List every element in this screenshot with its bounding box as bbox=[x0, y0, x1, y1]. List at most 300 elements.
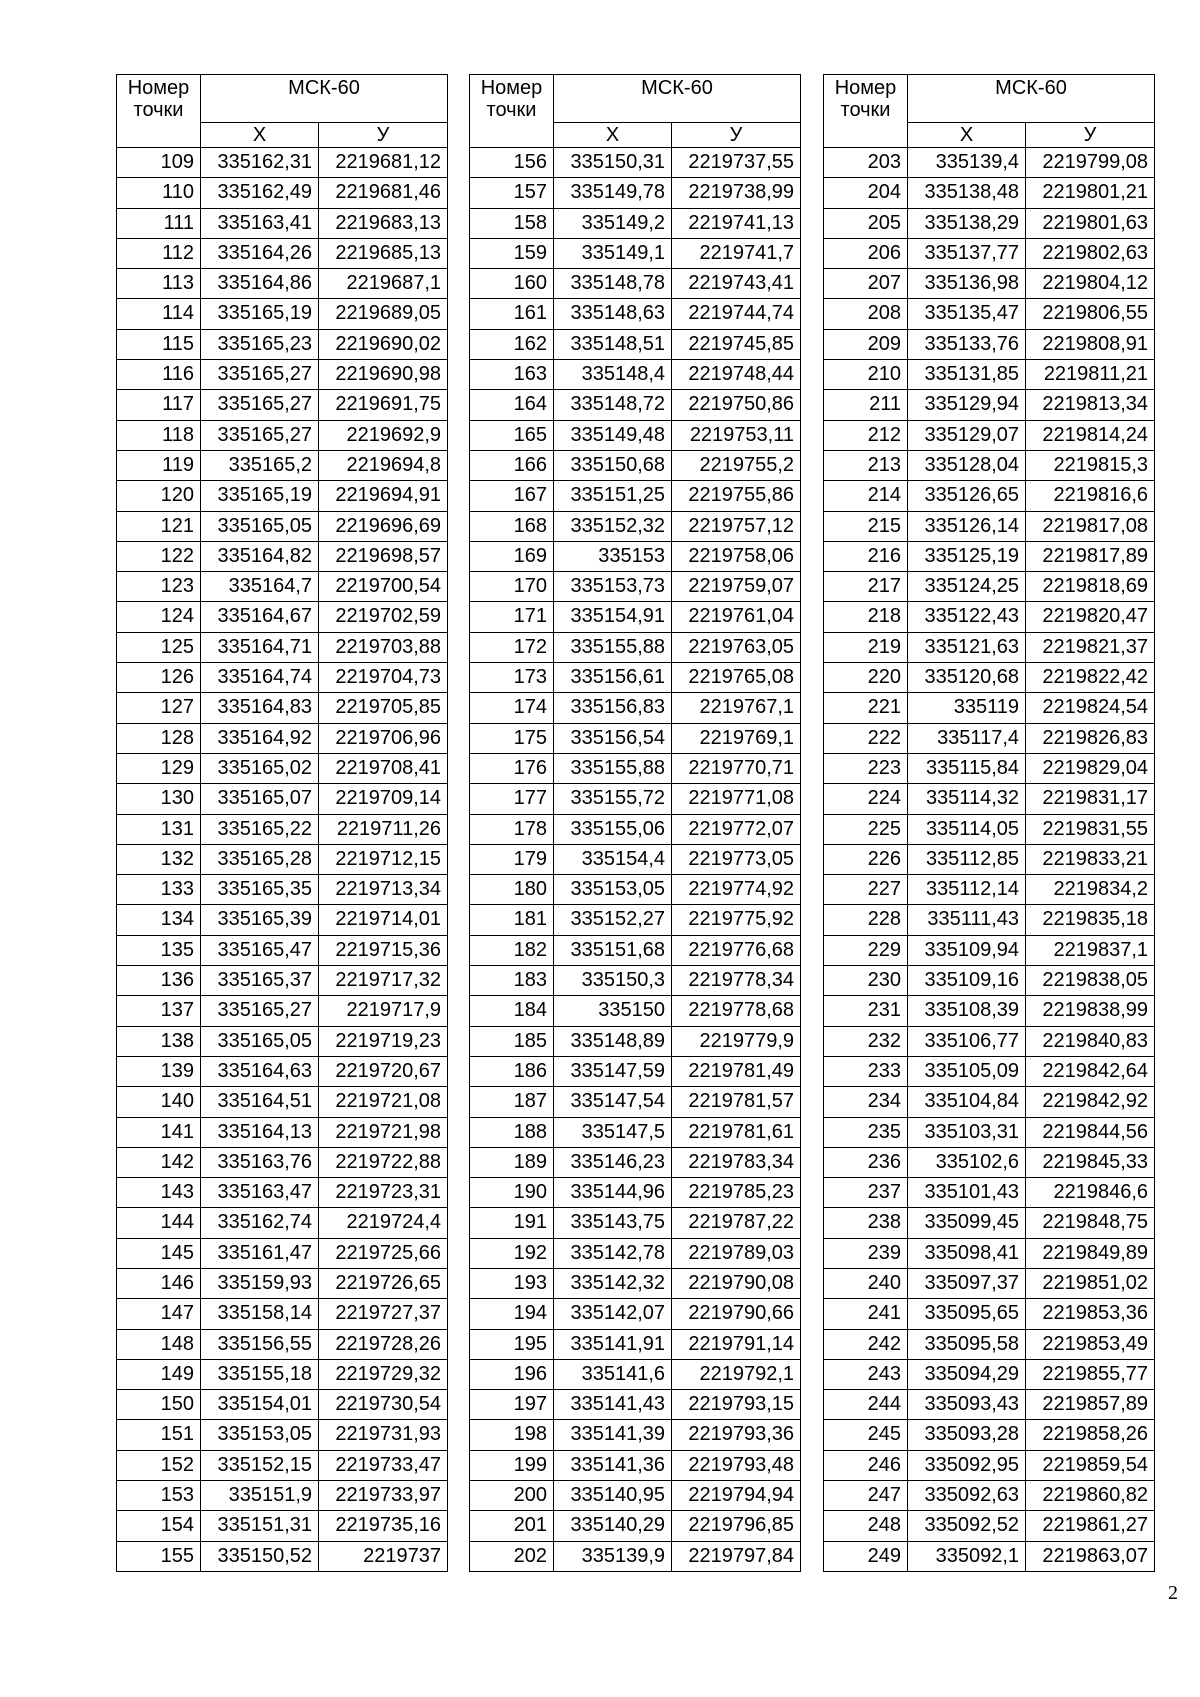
y-coordinate-cell: 2219725,66 bbox=[319, 1238, 448, 1268]
point-number-cell: 184 bbox=[470, 996, 554, 1026]
x-coordinate-cell: 335163,76 bbox=[201, 1147, 319, 1177]
y-coordinate-cell: 2219719,23 bbox=[319, 1026, 448, 1056]
x-coordinate-cell: 335152,27 bbox=[554, 905, 672, 935]
point-number-cell: 222 bbox=[824, 723, 908, 753]
table-row bbox=[470, 511, 801, 541]
table-row bbox=[824, 450, 1155, 480]
point-number-cell: 204 bbox=[824, 178, 908, 208]
coordinates-table-1 bbox=[116, 74, 448, 1572]
point-number-header: Номер точки bbox=[470, 75, 554, 148]
point-number-cell: 125 bbox=[117, 632, 201, 662]
x-coordinate-cell: 335164,71 bbox=[201, 632, 319, 662]
table-row bbox=[824, 1299, 1155, 1329]
x-coordinate-cell: 335136,98 bbox=[908, 269, 1026, 299]
point-number-cell: 208 bbox=[824, 299, 908, 329]
table-body bbox=[117, 148, 448, 1572]
y-coordinate-cell: 2219735,16 bbox=[319, 1511, 448, 1541]
x-coordinate-cell: 335164,86 bbox=[201, 269, 319, 299]
y-coordinate-cell: 2219837,1 bbox=[1026, 935, 1155, 965]
x-coordinate-cell: 335165,28 bbox=[201, 844, 319, 874]
y-coordinate-cell: 2219687,1 bbox=[319, 269, 448, 299]
table-row bbox=[824, 1390, 1155, 1420]
point-number-cell: 226 bbox=[824, 844, 908, 874]
x-coordinate-cell: 335165,05 bbox=[201, 1026, 319, 1056]
table-row bbox=[470, 1420, 801, 1450]
y-column-header: У bbox=[672, 122, 801, 147]
y-coordinate-cell: 2219771,08 bbox=[672, 784, 801, 814]
table-row bbox=[470, 753, 801, 783]
y-coordinate-cell: 2219681,12 bbox=[319, 148, 448, 178]
point-number-cell: 155 bbox=[117, 1541, 201, 1571]
coordinates-table-3 bbox=[823, 74, 1155, 1572]
table-row bbox=[470, 844, 801, 874]
table-row bbox=[824, 1511, 1155, 1541]
table-row bbox=[117, 663, 448, 693]
point-number-cell: 158 bbox=[470, 208, 554, 238]
point-number-cell: 174 bbox=[470, 693, 554, 723]
x-coordinate-cell: 335142,78 bbox=[554, 1238, 672, 1268]
page-number: 2 bbox=[1168, 1582, 1178, 1604]
point-number-cell: 193 bbox=[470, 1268, 554, 1298]
table-row bbox=[824, 935, 1155, 965]
point-number-cell: 185 bbox=[470, 1026, 554, 1056]
point-number-cell: 197 bbox=[470, 1390, 554, 1420]
x-coordinate-cell: 335133,76 bbox=[908, 329, 1026, 359]
y-coordinate-cell: 2219769,1 bbox=[672, 723, 801, 753]
table-row bbox=[470, 723, 801, 753]
x-coordinate-cell: 335164,83 bbox=[201, 693, 319, 723]
point-number-cell: 119 bbox=[117, 450, 201, 480]
table-row bbox=[117, 269, 448, 299]
point-number-cell: 153 bbox=[117, 1481, 201, 1511]
point-number-cell: 168 bbox=[470, 511, 554, 541]
x-coordinate-cell: 335156,61 bbox=[554, 663, 672, 693]
table-row bbox=[117, 420, 448, 450]
x-coordinate-cell: 335151,31 bbox=[201, 1511, 319, 1541]
y-coordinate-cell: 2219721,08 bbox=[319, 1087, 448, 1117]
table-body bbox=[470, 148, 801, 1572]
y-coordinate-cell: 2219753,11 bbox=[672, 420, 801, 450]
y-coordinate-cell: 2219776,68 bbox=[672, 935, 801, 965]
table-row bbox=[824, 1329, 1155, 1359]
x-coordinate-cell: 335165,27 bbox=[201, 996, 319, 1026]
x-coordinate-cell: 335151,68 bbox=[554, 935, 672, 965]
table-row bbox=[470, 905, 801, 935]
table-row bbox=[470, 784, 801, 814]
y-coordinate-cell: 2219831,55 bbox=[1026, 814, 1155, 844]
y-coordinate-cell: 2219721,98 bbox=[319, 1117, 448, 1147]
x-coordinate-cell: 335164,74 bbox=[201, 663, 319, 693]
table-row bbox=[470, 178, 801, 208]
y-coordinate-cell: 2219705,85 bbox=[319, 693, 448, 723]
point-number-cell: 189 bbox=[470, 1147, 554, 1177]
point-number-cell: 126 bbox=[117, 663, 201, 693]
table-row bbox=[824, 481, 1155, 511]
point-number-cell: 111 bbox=[117, 208, 201, 238]
y-coordinate-cell: 2219826,83 bbox=[1026, 723, 1155, 753]
x-coordinate-cell: 335115,84 bbox=[908, 753, 1026, 783]
y-coordinate-cell: 2219745,85 bbox=[672, 329, 801, 359]
x-coordinate-cell: 335141,6 bbox=[554, 1359, 672, 1389]
table-row bbox=[470, 1299, 801, 1329]
point-number-cell: 237 bbox=[824, 1178, 908, 1208]
table-row bbox=[117, 1056, 448, 1086]
x-coordinate-cell: 335140,29 bbox=[554, 1511, 672, 1541]
x-coordinate-cell: 335155,72 bbox=[554, 784, 672, 814]
y-coordinate-cell: 2219793,15 bbox=[672, 1390, 801, 1420]
table-row bbox=[824, 1541, 1155, 1571]
x-coordinate-cell: 335092,1 bbox=[908, 1541, 1026, 1571]
point-number-cell: 110 bbox=[117, 178, 201, 208]
point-number-cell: 162 bbox=[470, 329, 554, 359]
x-coordinate-cell: 335149,1 bbox=[554, 238, 672, 268]
point-number-cell: 117 bbox=[117, 390, 201, 420]
point-number-cell: 182 bbox=[470, 935, 554, 965]
table-row bbox=[824, 632, 1155, 662]
point-number-cell: 120 bbox=[117, 481, 201, 511]
table-row bbox=[470, 1268, 801, 1298]
table-row bbox=[470, 663, 801, 693]
y-coordinate-cell: 2219717,9 bbox=[319, 996, 448, 1026]
y-coordinate-cell: 2219738,99 bbox=[672, 178, 801, 208]
x-coordinate-cell: 335165,23 bbox=[201, 329, 319, 359]
y-coordinate-cell: 2219750,86 bbox=[672, 390, 801, 420]
y-coordinate-cell: 2219767,1 bbox=[672, 693, 801, 723]
table-row bbox=[470, 238, 801, 268]
table-row bbox=[470, 1511, 801, 1541]
x-coordinate-cell: 335165,19 bbox=[201, 299, 319, 329]
x-coordinate-cell: 335146,23 bbox=[554, 1147, 672, 1177]
point-number-cell: 220 bbox=[824, 663, 908, 693]
table-row bbox=[117, 208, 448, 238]
table-row bbox=[824, 1359, 1155, 1389]
point-number-cell: 209 bbox=[824, 329, 908, 359]
table-row bbox=[470, 572, 801, 602]
table-row bbox=[824, 1450, 1155, 1480]
x-coordinate-cell: 335155,18 bbox=[201, 1359, 319, 1389]
table-row bbox=[117, 875, 448, 905]
x-coordinate-cell: 335153,73 bbox=[554, 572, 672, 602]
x-coordinate-cell: 335165,02 bbox=[201, 753, 319, 783]
y-coordinate-cell: 2219790,66 bbox=[672, 1299, 801, 1329]
x-coordinate-cell: 335150,3 bbox=[554, 966, 672, 996]
y-coordinate-cell: 2219815,3 bbox=[1026, 450, 1155, 480]
point-number-cell: 195 bbox=[470, 1329, 554, 1359]
point-number-cell: 211 bbox=[824, 390, 908, 420]
point-number-cell: 196 bbox=[470, 1359, 554, 1389]
y-coordinate-cell: 2219845,33 bbox=[1026, 1147, 1155, 1177]
x-coordinate-cell: 335139,4 bbox=[908, 148, 1026, 178]
table-row bbox=[117, 329, 448, 359]
y-coordinate-cell: 2219824,54 bbox=[1026, 693, 1155, 723]
point-number-cell: 178 bbox=[470, 814, 554, 844]
y-coordinate-cell: 2219785,23 bbox=[672, 1178, 801, 1208]
y-coordinate-cell: 2219726,65 bbox=[319, 1268, 448, 1298]
x-coordinate-cell: 335165,37 bbox=[201, 966, 319, 996]
table-row bbox=[470, 1117, 801, 1147]
table-row bbox=[470, 875, 801, 905]
y-coordinate-cell: 2219818,69 bbox=[1026, 572, 1155, 602]
x-coordinate-cell: 335152,32 bbox=[554, 511, 672, 541]
point-number-cell: 131 bbox=[117, 814, 201, 844]
y-coordinate-cell: 2219727,37 bbox=[319, 1299, 448, 1329]
x-coordinate-cell: 335139,9 bbox=[554, 1541, 672, 1571]
y-coordinate-cell: 2219835,18 bbox=[1026, 905, 1155, 935]
x-coordinate-cell: 335094,29 bbox=[908, 1359, 1026, 1389]
table-row bbox=[824, 723, 1155, 753]
y-coordinate-cell: 2219820,47 bbox=[1026, 602, 1155, 632]
y-coordinate-cell: 2219698,57 bbox=[319, 541, 448, 571]
point-number-cell: 136 bbox=[117, 966, 201, 996]
table-row bbox=[470, 602, 801, 632]
y-coordinate-cell: 2219853,36 bbox=[1026, 1299, 1155, 1329]
table-row bbox=[824, 1420, 1155, 1450]
point-number-cell: 121 bbox=[117, 511, 201, 541]
y-coordinate-cell: 2219743,41 bbox=[672, 269, 801, 299]
table-row bbox=[117, 511, 448, 541]
point-number-cell: 114 bbox=[117, 299, 201, 329]
y-coordinate-cell: 2219694,8 bbox=[319, 450, 448, 480]
point-number-cell: 238 bbox=[824, 1208, 908, 1238]
x-coordinate-cell: 335164,92 bbox=[201, 723, 319, 753]
y-coordinate-cell: 2219834,2 bbox=[1026, 875, 1155, 905]
y-coordinate-cell: 2219844,56 bbox=[1026, 1117, 1155, 1147]
y-coordinate-cell: 2219715,36 bbox=[319, 935, 448, 965]
table-row bbox=[824, 1117, 1155, 1147]
y-coordinate-cell: 2219694,91 bbox=[319, 481, 448, 511]
point-number-cell: 212 bbox=[824, 420, 908, 450]
y-coordinate-cell: 2219772,07 bbox=[672, 814, 801, 844]
y-coordinate-cell: 2219860,82 bbox=[1026, 1481, 1155, 1511]
x-coordinate-cell: 335158,14 bbox=[201, 1299, 319, 1329]
table-row bbox=[117, 753, 448, 783]
x-coordinate-cell: 335149,2 bbox=[554, 208, 672, 238]
x-coordinate-cell: 335156,54 bbox=[554, 723, 672, 753]
y-coordinate-cell: 2219838,99 bbox=[1026, 996, 1155, 1026]
y-coordinate-cell: 2219799,08 bbox=[1026, 148, 1155, 178]
x-coordinate-cell: 335111,43 bbox=[908, 905, 1026, 935]
y-coordinate-cell: 2219793,36 bbox=[672, 1420, 801, 1450]
y-coordinate-cell: 2219848,75 bbox=[1026, 1208, 1155, 1238]
y-coordinate-cell: 2219773,05 bbox=[672, 844, 801, 874]
point-number-cell: 148 bbox=[117, 1329, 201, 1359]
point-number-cell: 243 bbox=[824, 1359, 908, 1389]
point-number-cell: 201 bbox=[470, 1511, 554, 1541]
point-number-cell: 232 bbox=[824, 1026, 908, 1056]
x-coordinate-cell: 335162,49 bbox=[201, 178, 319, 208]
table-row bbox=[470, 1238, 801, 1268]
point-number-cell: 217 bbox=[824, 572, 908, 602]
point-number-cell: 150 bbox=[117, 1390, 201, 1420]
y-coordinate-cell: 2219722,88 bbox=[319, 1147, 448, 1177]
point-number-cell: 205 bbox=[824, 208, 908, 238]
y-coordinate-cell: 2219806,55 bbox=[1026, 299, 1155, 329]
x-coordinate-cell: 335097,37 bbox=[908, 1268, 1026, 1298]
table-row bbox=[824, 148, 1155, 178]
point-number-cell: 190 bbox=[470, 1178, 554, 1208]
x-coordinate-cell: 335137,77 bbox=[908, 238, 1026, 268]
x-coordinate-cell: 335165,27 bbox=[201, 390, 319, 420]
table-row bbox=[824, 602, 1155, 632]
point-number-cell: 203 bbox=[824, 148, 908, 178]
table-row bbox=[117, 935, 448, 965]
x-coordinate-cell: 335161,47 bbox=[201, 1238, 319, 1268]
point-number-cell: 171 bbox=[470, 602, 554, 632]
point-number-cell: 172 bbox=[470, 632, 554, 662]
point-number-cell: 128 bbox=[117, 723, 201, 753]
table-row bbox=[117, 481, 448, 511]
point-number-cell: 170 bbox=[470, 572, 554, 602]
point-number-cell: 235 bbox=[824, 1117, 908, 1147]
x-coordinate-cell: 335151,9 bbox=[201, 1481, 319, 1511]
x-coordinate-cell: 335154,01 bbox=[201, 1390, 319, 1420]
x-coordinate-cell: 335144,96 bbox=[554, 1178, 672, 1208]
table-row bbox=[824, 541, 1155, 571]
table-row bbox=[824, 663, 1155, 693]
point-number-cell: 115 bbox=[117, 329, 201, 359]
table-row bbox=[117, 602, 448, 632]
x-coordinate-cell: 335114,32 bbox=[908, 784, 1026, 814]
y-coordinate-cell: 2219816,6 bbox=[1026, 481, 1155, 511]
x-coordinate-cell: 335126,14 bbox=[908, 511, 1026, 541]
point-number-cell: 218 bbox=[824, 602, 908, 632]
point-number-cell: 109 bbox=[117, 148, 201, 178]
point-number-cell: 127 bbox=[117, 693, 201, 723]
table-row bbox=[117, 1420, 448, 1450]
table-row bbox=[117, 1117, 448, 1147]
y-coordinate-cell: 2219774,92 bbox=[672, 875, 801, 905]
point-number-cell: 169 bbox=[470, 541, 554, 571]
point-number-cell: 124 bbox=[117, 602, 201, 632]
table-row bbox=[824, 966, 1155, 996]
x-coordinate-cell: 335154,4 bbox=[554, 844, 672, 874]
x-coordinate-cell: 335153,05 bbox=[554, 875, 672, 905]
y-coordinate-cell: 2219703,88 bbox=[319, 632, 448, 662]
x-coordinate-cell: 335156,83 bbox=[554, 693, 672, 723]
point-number-cell: 191 bbox=[470, 1208, 554, 1238]
x-coordinate-cell: 335154,91 bbox=[554, 602, 672, 632]
x-coordinate-cell: 335102,6 bbox=[908, 1147, 1026, 1177]
y-coordinate-cell: 2219796,85 bbox=[672, 1511, 801, 1541]
point-number-header: Номер точки bbox=[117, 75, 201, 148]
table-row bbox=[117, 784, 448, 814]
point-number-cell: 116 bbox=[117, 360, 201, 390]
y-coordinate-cell: 2219755,86 bbox=[672, 481, 801, 511]
table-row bbox=[470, 390, 801, 420]
y-coordinate-cell: 2219797,84 bbox=[672, 1541, 801, 1571]
point-number-cell: 135 bbox=[117, 935, 201, 965]
point-number-cell: 139 bbox=[117, 1056, 201, 1086]
coordinate-system-header: МСК-60 bbox=[554, 75, 801, 123]
y-coordinate-cell: 2219689,05 bbox=[319, 299, 448, 329]
table-row bbox=[117, 966, 448, 996]
table-row bbox=[117, 1178, 448, 1208]
table-row bbox=[470, 996, 801, 1026]
x-coordinate-cell: 335093,28 bbox=[908, 1420, 1026, 1450]
point-number-cell: 224 bbox=[824, 784, 908, 814]
table-row bbox=[117, 450, 448, 480]
x-coordinate-cell: 335150,31 bbox=[554, 148, 672, 178]
y-coordinate-cell: 2219709,14 bbox=[319, 784, 448, 814]
table-row bbox=[470, 481, 801, 511]
table-row bbox=[470, 966, 801, 996]
y-coordinate-cell: 2219733,47 bbox=[319, 1450, 448, 1480]
y-coordinate-cell: 2219741,13 bbox=[672, 208, 801, 238]
table-row bbox=[117, 1026, 448, 1056]
point-number-cell: 206 bbox=[824, 238, 908, 268]
x-coordinate-cell: 335135,47 bbox=[908, 299, 1026, 329]
x-coordinate-cell: 335138,29 bbox=[908, 208, 1026, 238]
point-number-cell: 142 bbox=[117, 1147, 201, 1177]
point-number-cell: 214 bbox=[824, 481, 908, 511]
table-row bbox=[470, 814, 801, 844]
y-coordinate-cell: 2219814,24 bbox=[1026, 420, 1155, 450]
y-coordinate-cell: 2219842,92 bbox=[1026, 1087, 1155, 1117]
point-number-cell: 183 bbox=[470, 966, 554, 996]
y-coordinate-cell: 2219831,17 bbox=[1026, 784, 1155, 814]
point-number-cell: 188 bbox=[470, 1117, 554, 1147]
table-row bbox=[117, 1087, 448, 1117]
table-row bbox=[824, 299, 1155, 329]
point-number-cell: 129 bbox=[117, 753, 201, 783]
y-coordinate-cell: 2219685,13 bbox=[319, 238, 448, 268]
point-number-cell: 164 bbox=[470, 390, 554, 420]
point-number-cell: 242 bbox=[824, 1329, 908, 1359]
y-coordinate-cell: 2219690,02 bbox=[319, 329, 448, 359]
x-coordinate-cell: 335095,58 bbox=[908, 1329, 1026, 1359]
x-coordinate-cell: 335165,07 bbox=[201, 784, 319, 814]
point-number-cell: 219 bbox=[824, 632, 908, 662]
x-coordinate-cell: 335141,39 bbox=[554, 1420, 672, 1450]
point-number-cell: 223 bbox=[824, 753, 908, 783]
point-number-cell: 210 bbox=[824, 360, 908, 390]
table-row bbox=[117, 723, 448, 753]
x-coordinate-cell: 335121,63 bbox=[908, 632, 1026, 662]
table-row bbox=[117, 1450, 448, 1480]
x-coordinate-cell: 335162,74 bbox=[201, 1208, 319, 1238]
x-coordinate-cell: 335164,13 bbox=[201, 1117, 319, 1147]
point-number-cell: 239 bbox=[824, 1238, 908, 1268]
y-coordinate-cell: 2219778,34 bbox=[672, 966, 801, 996]
x-coordinate-cell: 335093,43 bbox=[908, 1390, 1026, 1420]
y-coordinate-cell: 2219702,59 bbox=[319, 602, 448, 632]
table-row bbox=[117, 632, 448, 662]
point-number-cell: 144 bbox=[117, 1208, 201, 1238]
table-row bbox=[824, 178, 1155, 208]
y-column-header: У bbox=[319, 122, 448, 147]
table-row bbox=[117, 1541, 448, 1571]
y-coordinate-cell: 2219691,75 bbox=[319, 390, 448, 420]
table-row bbox=[117, 299, 448, 329]
x-coordinate-cell: 335122,43 bbox=[908, 602, 1026, 632]
y-coordinate-cell: 2219817,89 bbox=[1026, 541, 1155, 571]
x-coordinate-cell: 335141,91 bbox=[554, 1329, 672, 1359]
x-coordinate-cell: 335162,31 bbox=[201, 148, 319, 178]
y-coordinate-cell: 2219765,08 bbox=[672, 663, 801, 693]
point-number-cell: 236 bbox=[824, 1147, 908, 1177]
table-row bbox=[824, 693, 1155, 723]
x-coordinate-cell: 335092,95 bbox=[908, 1450, 1026, 1480]
table-row bbox=[824, 753, 1155, 783]
y-coordinate-cell: 2219748,44 bbox=[672, 360, 801, 390]
y-coordinate-cell: 2219708,41 bbox=[319, 753, 448, 783]
point-number-cell: 200 bbox=[470, 1481, 554, 1511]
table-row bbox=[117, 1268, 448, 1298]
y-coordinate-cell: 2219737,55 bbox=[672, 148, 801, 178]
y-coordinate-cell: 2219801,63 bbox=[1026, 208, 1155, 238]
y-coordinate-cell: 2219813,34 bbox=[1026, 390, 1155, 420]
y-coordinate-cell: 2219861,27 bbox=[1026, 1511, 1155, 1541]
